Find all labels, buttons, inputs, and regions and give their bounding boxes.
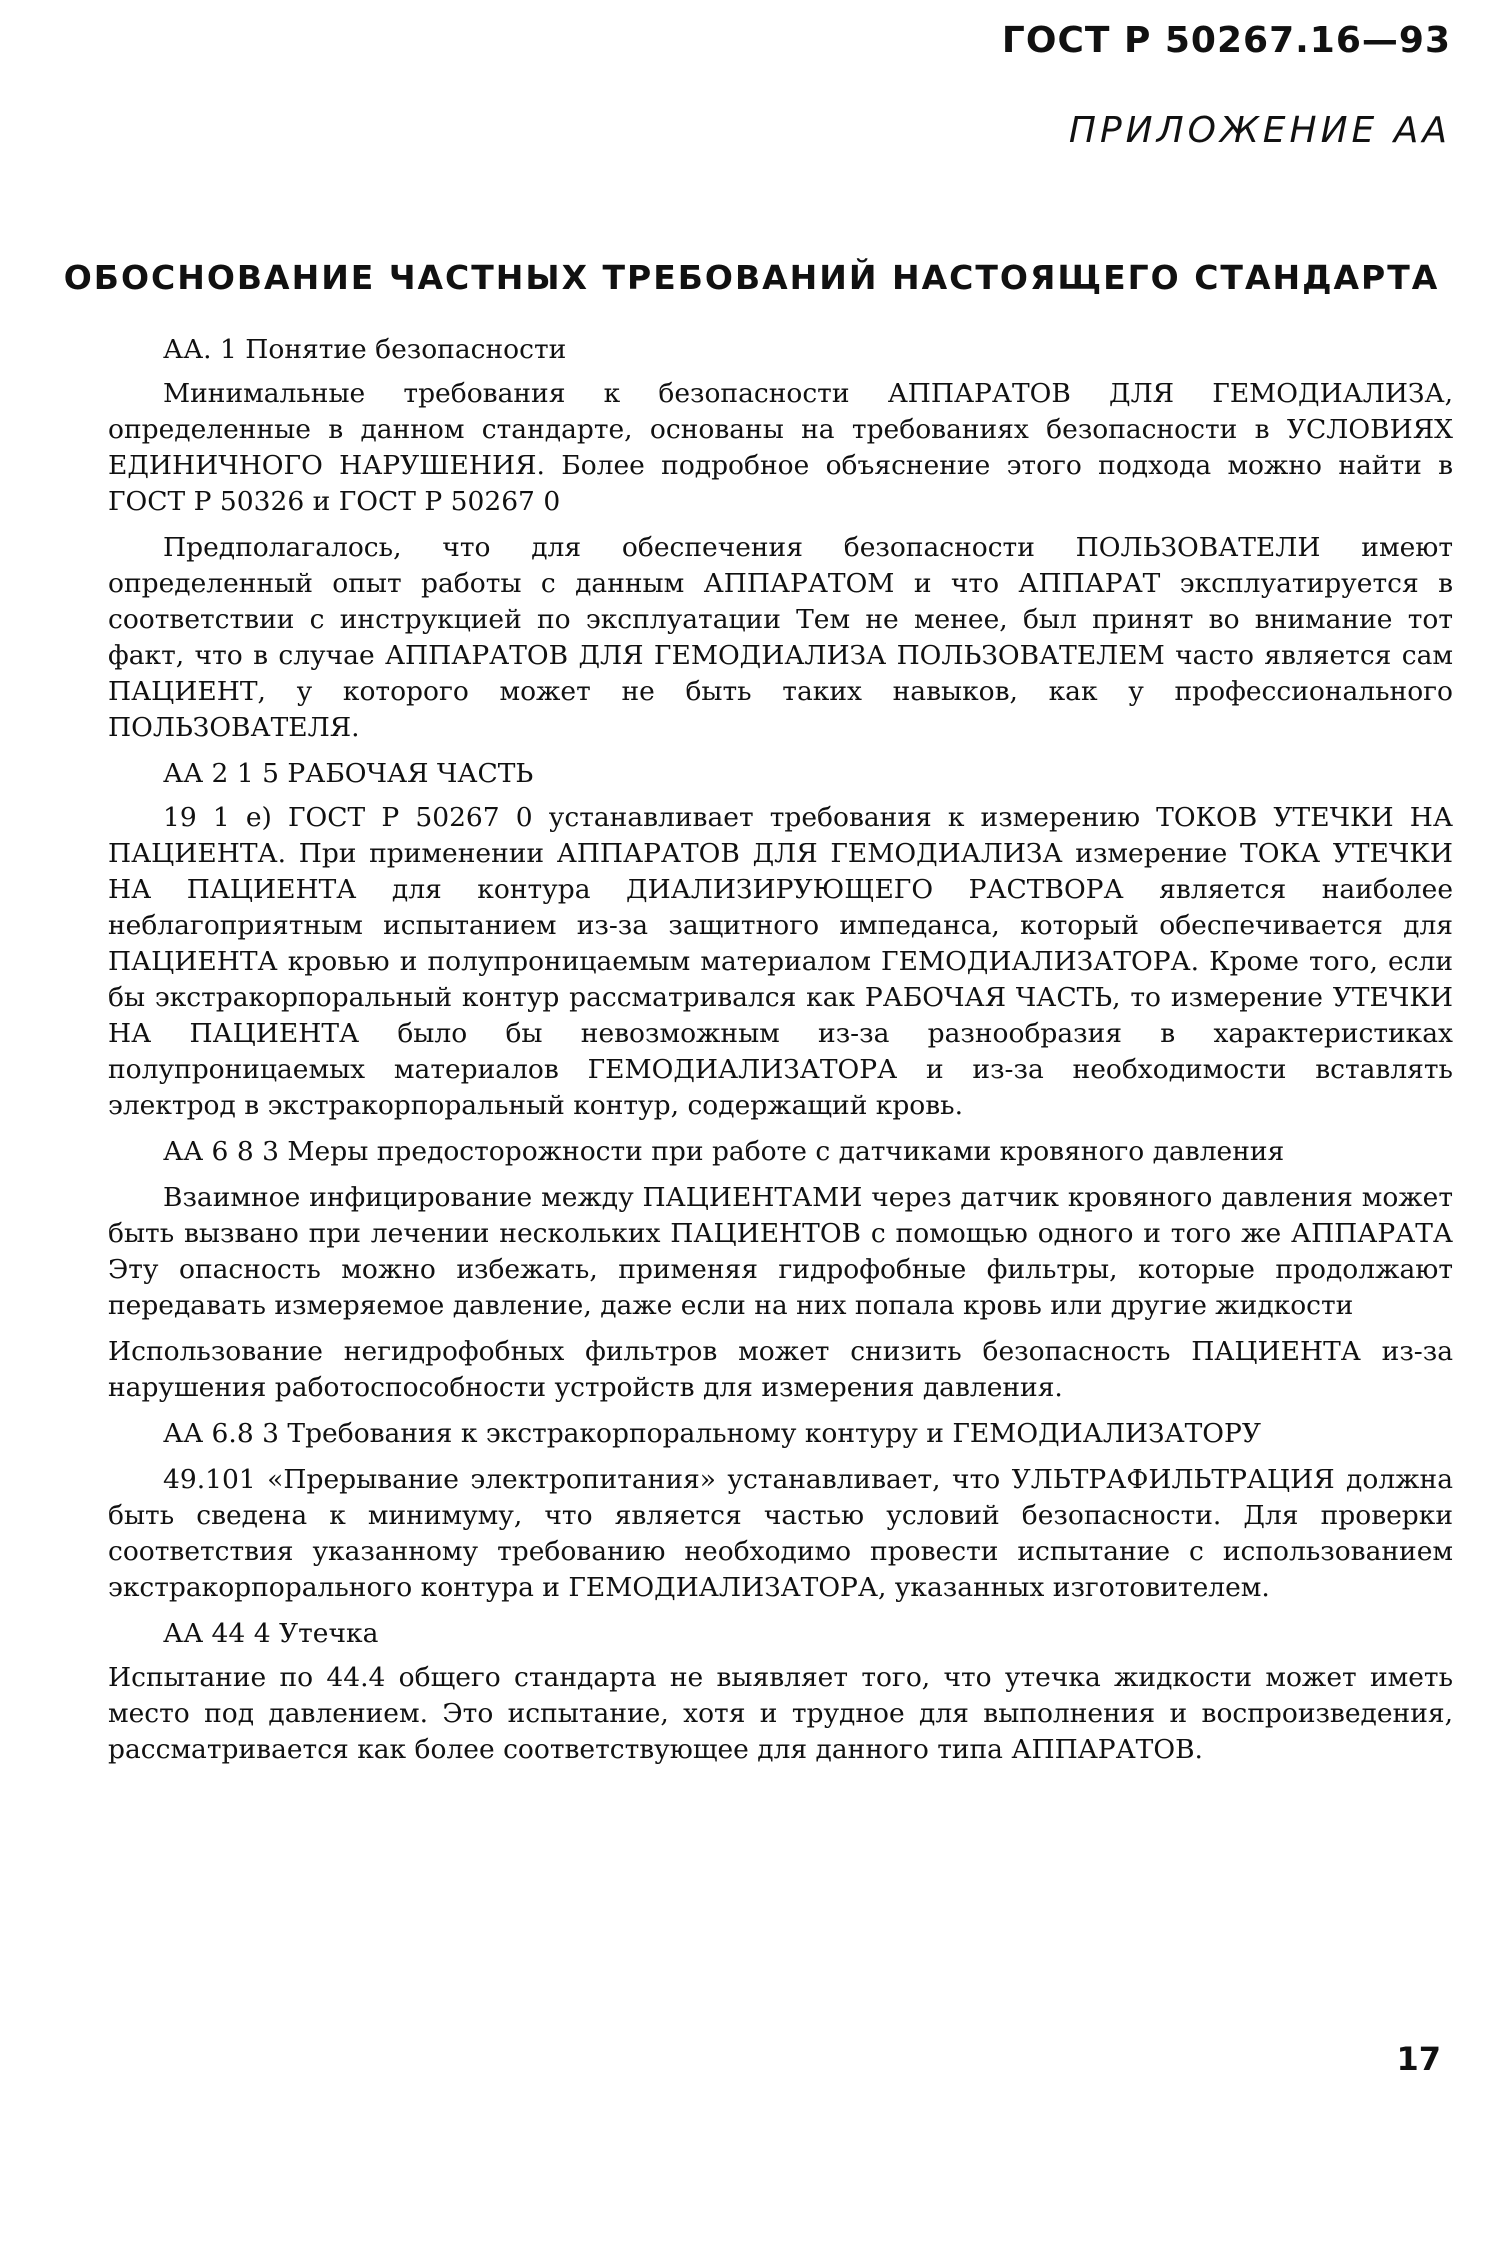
paragraph: 49.101 «Прерывание электропитания» устанавливает, что УЛЬТРАФИЛЬТРАЦИЯ должна быть сведена к минимуму, что является частью условий безопасности. Для проверки соответствия указанному требованию необходимо провести испытание с использованием экстракорпорального контура и ГЕМОДИАЛИЗАТОРА, указанных изготовителем. (108, 1464, 1453, 1603)
section-heading-aa444: АА 44 4 Утечка (163, 1618, 379, 1649)
section-heading-aa683: АА 6 8 3 Меры предосторожности при работе с датчиками кровяного давления (163, 1136, 1285, 1167)
document-code: ГОСТ Р 50267.16—93 (1001, 20, 1451, 61)
body-text (108, 332, 1453, 1778)
paragraph: 19 1 е) ГОСТ Р 50267 0 устанавливает требования к измерению ТОКОВ УТЕЧКИ НА ПАЦИЕНТА. При применении АППАРАТОВ ДЛЯ ГЕМОДИАЛИЗА измерение ТОКА УТЕЧКИ НА ПАЦИЕНТА для контура ДИАЛИЗИРУЮЩЕГО РАСТВОРА является наиболее неблагоприятным испытанием из-за защитного импеданса, который обеспечивается для ПАЦИЕНТА кровью и полупроницаемым материалом ГЕМОДИАЛИЗАТОРА. Кроме того, если бы экстракорпоральный контур рассматривался как РАБОЧАЯ ЧАСТЬ, то измерение УТЕЧКИ НА ПАЦИЕНТА было бы невозможным из-за разнообразия в характеристиках полупроницаемых материалов ГЕМОДИАЛИЗАТОРА и из-за необходимости вставлять электрод в экстракорпоральный контур, содержащий кровь. (108, 802, 1453, 1121)
section-heading-aa215: АА 2 1 5 РАБОЧАЯ ЧАСТЬ (163, 758, 534, 789)
paragraph: Использование негидрофобных фильтров может снизить безопасность ПАЦИЕНТА из-за нарушения работоспособности устройств для измерения давления. (108, 1336, 1453, 1403)
page-number: 17 (1396, 2040, 1441, 2078)
paragraph: Взаимное инфицирование между ПАЦИЕНТАМИ через датчик кровяного давления может быть вызвано при лечении нескольких ПАЦИЕНТОВ с помощью одного и того же АППАРАТА Эту опасность можно избежать, применяя гидрофобные фильтры, которые продолжают передавать измеряемое давление, даже если на них попала кровь или другие жидкости (108, 1182, 1453, 1321)
paragraph: Испытание по 44.4 общего стандарта не выявляет того, что утечка жидкости может иметь место под давлением. Это испытание, хотя и трудное для выполнения и воспроизведения, рассматривается как более соответствующее для данного типа АППАРАТОВ. (108, 1662, 1453, 1765)
section-heading-aa1: АА. 1 Понятие безопасности (163, 334, 567, 365)
paragraph: Минимальные требования к безопасности АППАРАТОВ ДЛЯ ГЕМОДИАЛИЗА, определенные в данном стандарте, основаны на требованиях безопасности в УСЛОВИЯХ ЕДИНИЧНОГО НАРУШЕНИЯ. Более подробное объяснение этого подхода можно найти в ГОСТ Р 50326 и ГОСТ Р 50267 0 (108, 378, 1453, 517)
paragraph: Предполагалось, что для обеспечения безопасности ПОЛЬЗОВАТЕЛИ имеют определенный опыт работы с данным АППАРАТОМ и что АППАРАТ эксплуатируется в соответствии с инструкцией по эксплуатации Тем не менее, был принят во внимание тот факт, что в случае АППАРАТОВ ДЛЯ ГЕМОДИАЛИЗА ПОЛЬЗОВАТЕЛЕМ часто является сам ПАЦИЕНТ, у которого может не быть таких навыков, как у профессионального ПОЛЬЗОВАТЕЛЯ. (108, 532, 1453, 743)
appendix-label: ПРИЛОЖЕНИЕ АА (1068, 110, 1451, 151)
section-title: ОБОСНОВАНИЕ ЧАСТНЫХ ТРЕБОВАНИЙ НАСТОЯЩЕГО СТАНДАРТА (63, 258, 1440, 297)
section-heading-aa683-extracorporeal: АА 6.8 3 Требования к экстракорпоральному контуру и ГЕМОДИАЛИЗАТОРУ (163, 1418, 1262, 1449)
